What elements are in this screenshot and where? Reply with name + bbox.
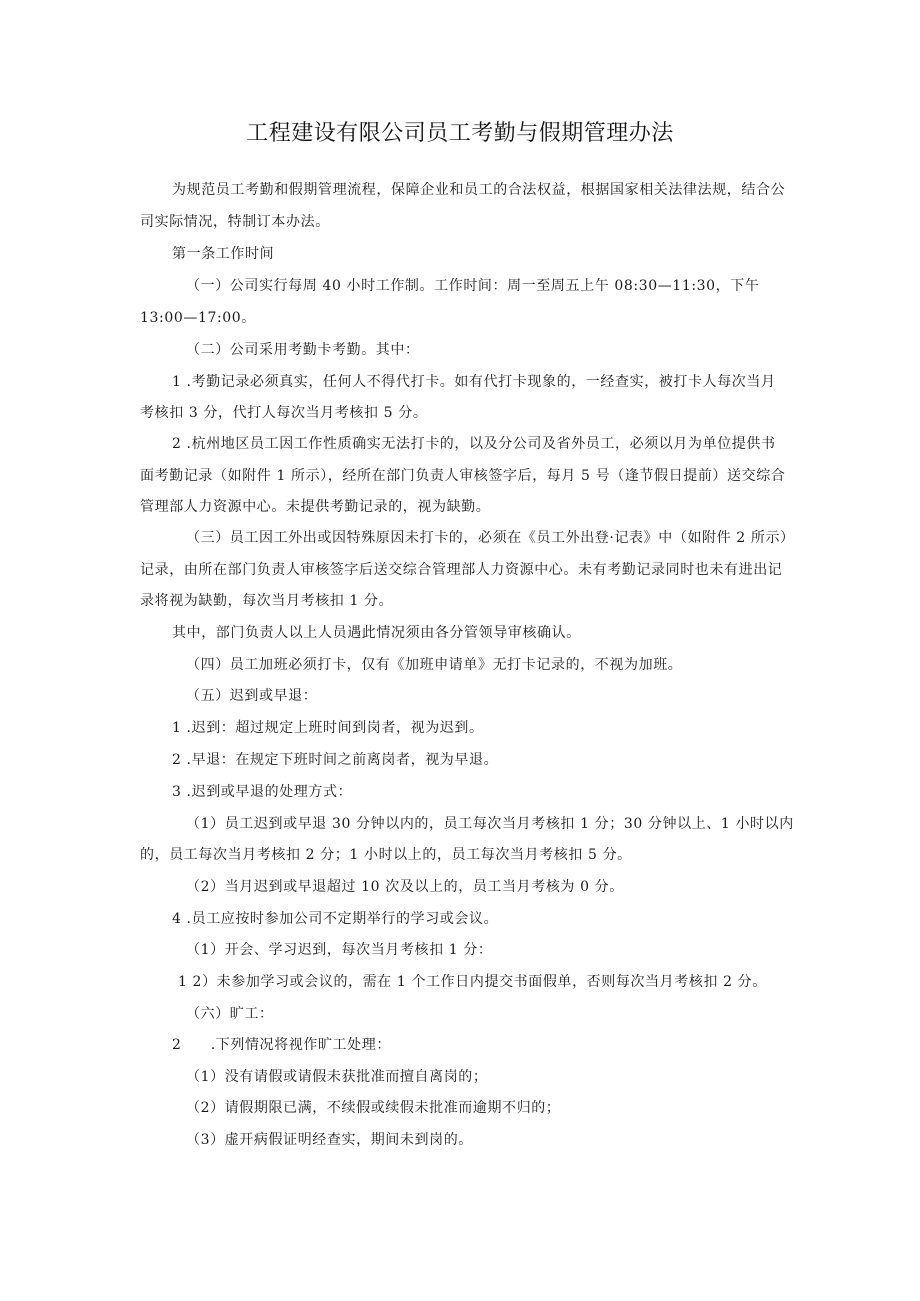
document-title: 工程建设有限公司员工考勤与假期管理办法	[246, 121, 674, 146]
paragraph-line: （1）开会、学习迟到，每次当月考核扣 1 分：	[186, 942, 493, 958]
paragraph-line: 4 .员工应按时参加公司不定期举行的学习或会议。	[172, 911, 499, 927]
paragraph-line: 2 .早退：在规定下班时间之前离岗者，视为早退。	[172, 752, 499, 768]
section-heading: 第一条工作时间	[172, 246, 275, 262]
paragraph-line: 录将视为缺勤，每次当月考核扣 1 分。	[140, 593, 394, 609]
paragraph-line: 考核扣 3 分，代打人每次当月考核扣 5 分。	[140, 405, 428, 421]
paragraph-line: 3 .迟到或早退的处理方式：	[172, 784, 353, 800]
paragraph-line: （二）公司采用考勤卡考勤。其中：	[186, 342, 420, 358]
paragraph-line: （2）请假期限已满，不续假或续假未批准而逾期不归的；	[186, 1100, 561, 1116]
paragraph-line: （1）员工迟到或早退 30 分钟以内的，员工每次当月考核扣 1 分；30 分钟以上、1 小时以内	[186, 816, 794, 832]
paragraph-line: （2）当月迟到或早退超过 10 次及以上的，员工当月考核为 0 分。	[186, 879, 624, 895]
paragraph-line: 2 .下列情况将视作旷工处理：	[172, 1037, 391, 1053]
paragraph-line: （六）旷工：	[186, 1006, 274, 1022]
paragraph-line: 司实际情况，特制订本办法。	[140, 214, 330, 230]
paragraph-line: （四）员工加班必须打卡，仅有《加班申请单》无打卡记录的，不视为加班。	[186, 657, 683, 673]
paragraph-line: 记录，由所在部门负责人审核签字后送交综合管理部人力资源中心。未有考勤记录同时也未有进出记	[140, 562, 783, 578]
paragraph-line: （一）公司实行每周 40 小时工作制。工作时间：周一至周五上午 08:30—11:30，下午	[186, 278, 760, 294]
paragraph-line: 1 .迟到：超过规定上班时间到岗者，视为迟到。	[172, 720, 484, 736]
paragraph-line: 1 2）未参加学习或会议的，需在 1 个工作日内提交书面假单，否则每次当月考核扣 2 分。	[178, 974, 767, 990]
paragraph-line: （3）虚开病假证明经查实，期间未到岗的。	[186, 1132, 473, 1148]
paragraph-line: 2 .杭州地区员工因工作性质确实无法打卡的，以及分公司及省外员工，必须以月为单位提供书	[172, 436, 776, 452]
paragraph-line: 为规范员工考勤和假期管理流程，保障企业和员工的合法权益，根据国家相关法律法规，结合公	[172, 182, 786, 198]
paragraph-line: （五）迟到或早退：	[186, 688, 318, 704]
paragraph-line: 其中，部门负责人以上人员遇此情况须由各分管领导审核确认。	[172, 625, 581, 641]
paragraph-line: 1 .考勤记录必须真实，任何人不得代打卡。如有代打卡现象的，一经查实，被打卡人每次当月	[172, 374, 776, 390]
paragraph-line: （三）员工因工外出或因特殊原因未打卡的，必须在《员工外出登·记表》中（如附件 2 所示）	[186, 530, 795, 546]
paragraph-line: 面考勤记录（如附件 1 所示），经所在部门负责人审核签字后，每月 5 号（逢节假日提前）送交综合	[140, 468, 786, 484]
paragraph-line: 管理部人力资源中心。未提供考勤记录的，视为缺勤。	[140, 499, 491, 515]
paragraph-line: 13:00—17:00。	[140, 310, 256, 326]
paragraph-line: （1）没有请假或请假未获批准而擅自离岗的；	[186, 1069, 488, 1085]
paragraph-line: 的，员工每次当月考核扣 2 分；1 小时以上的，员工每次当月考核扣 5 分。	[140, 847, 632, 863]
